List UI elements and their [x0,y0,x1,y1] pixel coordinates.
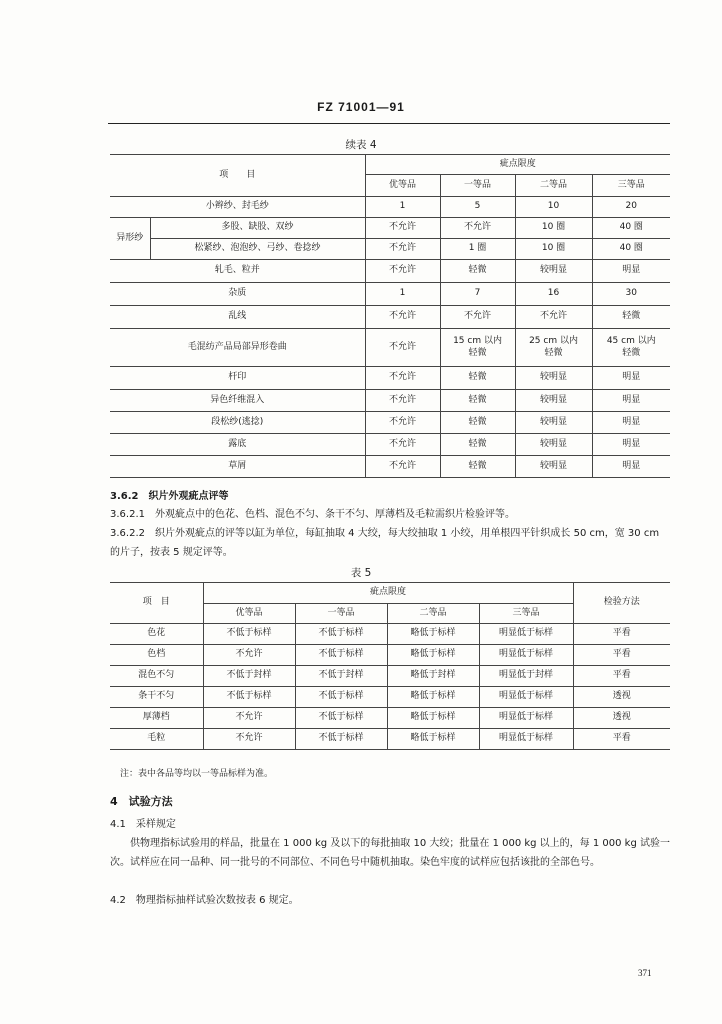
table-row: 色花 不低于标样 不低于标样 略低于标样 明显低于标样 平看 [110,624,670,645]
table-row: 毛粒 不允许 不低于标样 略低于标样 明显低于标样 平看 [110,729,670,750]
table5-item-header: 项 目 [110,583,203,624]
table5-grade-header: 三等品 [479,604,573,624]
table4-caption: 续表 4 [345,139,377,151]
table5-note: 注：表中各品等均以一等品标样为准。 [120,769,274,779]
table-row: 异形纱 多股、缺股、双纱 不允许 不允许 10 圈 40 圈 [110,218,670,239]
clause-3-6-2-2: 3.6.2.2 织片外观疵点的评等以缸为单位，每缸抽取 4 大绞，每大绞抽取 1 小绞，用单根四平针织成长 50 cm，宽 30 cm 的片子，按表 5 规定评等。 [110,528,660,558]
table5-limit-header: 疵点限度 [203,583,573,604]
table-row: 松紧纱、泡泡纱、弓纱、卷捻纱 不允许 1 圈 10 圈 40 圈 [110,239,670,260]
clause-4-1-heading: 4.1 采样规定 [110,819,176,830]
table4-limit-header: 疵点限度 [365,155,670,175]
table-row: 段松纱(逃捻) 不允许 轻微 较明显 明显 [110,412,670,434]
table5-grade-header: 一等品 [295,604,387,624]
table-row: 露底 不允许 轻微 较明显 明显 [110,434,670,456]
header-rule [108,123,670,124]
table5-grade-header: 优等品 [203,604,295,624]
clause-3-6-2-1: 3.6.2.1 外观疵点中的色花、色档、混色不匀、条干不匀、厚薄档及毛粒需织片检验评等。 [110,509,515,520]
table5-grade-header: 二等品 [387,604,479,624]
table-row: 毛混纺产品局部异形卷曲 不允许 15 cm 以内 轻微 25 cm 以内 轻微 45 cm 以内 轻微 [110,329,670,367]
table-row: 乱线 不允许 不允许 不允许 轻微 [110,306,670,329]
table-row: 轧毛、粒并 不允许 轻微 较明显 明显 [110,260,670,283]
table-row: 草屑 不允许 轻微 较明显 明显 [110,456,670,478]
table-row: 小辫纱、封毛纱 1 5 10 20 [110,197,670,218]
table-4 [110,154,670,478]
yixing-group-label: 异形纱 [110,218,150,260]
table-5 [110,582,670,750]
table4-item-header: 项 目 [110,155,365,197]
table-row: 异色纤维混入 不允许 轻微 较明显 明显 [110,390,670,412]
section-3-6-2-heading: 3.6.2 织片外观疵点评等 [110,491,229,502]
table-row: 厚薄档 不允许 不低于标样 略低于标样 明显低于标样 透视 [110,708,670,729]
page-number: 371 [638,968,652,978]
table4-grade-header: 优等品 [365,175,440,197]
table5-caption: 表 5 [350,567,372,579]
table-row: 杂质 1 7 16 30 [110,283,670,306]
table-row: 杆印 不允许 轻微 较明显 明显 [110,367,670,390]
table4-grade-header: 三等品 [592,175,670,197]
clause-4-1-text: 供物理指标试验用的样品，批量在 1 000 kg 及以下的每批抽取 10 大绞；批量在 1 000 kg 以上的，每 1 000 kg 试验一次。试样应在同一品种、同一批号的不同部位、不同色号中随机抽取。染色牢度的试样应包括该批的全部色号。 [110,838,670,868]
table-row: 色档 不允许 不低于标样 略低于标样 明显低于标样 平看 [110,645,670,666]
table-row: 混色不匀 不低于封样 不低于封样 略低于封样 明显低于封样 平看 [110,666,670,687]
table5-method-header: 检验方法 [573,583,670,624]
table4-grade-header: 一等品 [440,175,515,197]
section-4-heading: 4 试验方法 [110,795,173,808]
standard-code-header: FZ 71001—91 [317,100,405,114]
clause-4-2: 4.2 物理指标抽样试验次数按表 6 规定。 [110,895,299,906]
table4-grade-header: 二等品 [515,175,592,197]
table-row: 条干不匀 不低于标样 不低于标样 略低于标样 明显低于标样 透视 [110,687,670,708]
